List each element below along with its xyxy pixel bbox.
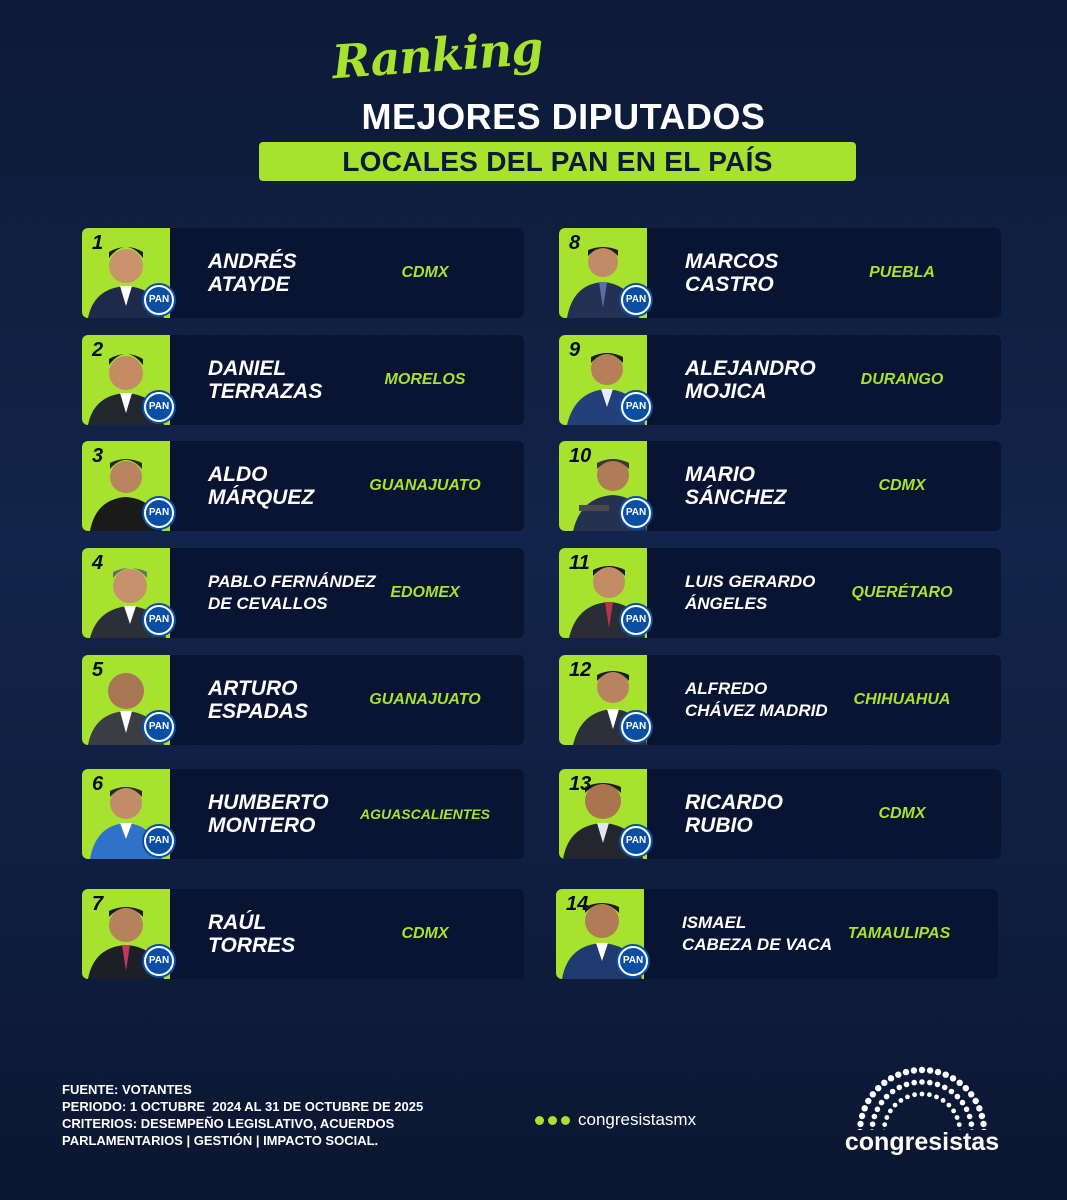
rank-number: 8 (569, 232, 581, 254)
pan-logo-icon (142, 283, 176, 317)
logo-dot (899, 1098, 904, 1103)
logo-dot (875, 1107, 881, 1113)
name-line-1: ISMAEL (682, 913, 747, 932)
name-line-1: DANIEL (208, 357, 287, 380)
deputy-state: CDMX (878, 477, 926, 494)
criteria-line-1: CRITERIOS: DESEMPEÑO LEGISLATIVO, ACUERDOS (62, 1116, 395, 1131)
pan-logo-icon (619, 710, 653, 744)
header (0, 0, 1067, 200)
pan-logo-icon (142, 496, 176, 530)
logo-dot (888, 1075, 894, 1081)
ranking-card-5 (82, 655, 524, 745)
brand-name: congresistas (844, 1128, 1000, 1156)
deputy-state: CDMX (401, 925, 449, 942)
name-line-1: MARIO (685, 463, 755, 486)
logo-dot (964, 1107, 970, 1113)
ranking-card-11 (559, 548, 1001, 638)
pan-logo-text: PAN (146, 394, 172, 420)
logo-dot (947, 1103, 952, 1108)
pan-logo-icon (619, 603, 653, 637)
ranking-card-4 (82, 548, 524, 638)
deputy-state: CDMX (401, 264, 449, 281)
source-line: FUENTE: VOTANTES (62, 1082, 192, 1097)
pan-logo-icon (616, 944, 650, 978)
criteria-line-2: PARLAMENTARIOS | GESTIÓN | IMPACTO SOCIAL. (62, 1133, 379, 1148)
logo-dot (890, 1089, 896, 1095)
logo-dot (960, 1100, 966, 1106)
rank-number: 2 (92, 339, 104, 361)
name-line-2: MONTERO (208, 814, 316, 837)
pan-logo-text: PAN (623, 394, 649, 420)
ranking-card-1 (82, 228, 524, 318)
pan-logo-icon (142, 944, 176, 978)
pan-logo-icon (619, 283, 653, 317)
logo-dot (897, 1085, 903, 1091)
pan-logo-icon (619, 390, 653, 424)
rank-number: 14 (566, 893, 589, 915)
pan-logo-icon (142, 824, 176, 858)
logo-dot (870, 1121, 876, 1127)
name-line-2: TERRAZAS (208, 380, 323, 403)
dots-icon (535, 1116, 570, 1125)
name-line-2: MÁRQUEZ (208, 486, 315, 509)
brand-logo (832, 1060, 1012, 1170)
ranking-card-3 (82, 441, 524, 531)
rank-number: 3 (92, 445, 104, 467)
name-line-2: CASTRO (685, 273, 774, 296)
rank-number: 9 (569, 339, 581, 361)
name-line-2: ESPADAS (208, 700, 308, 723)
name-line-1: HUMBERTO (208, 791, 329, 814)
logo-dot (980, 1121, 986, 1127)
name-line-1: MARCOS (685, 250, 779, 273)
logo-dot (912, 1092, 917, 1097)
name-line-1: RICARDO (685, 791, 783, 814)
pan-logo-text: PAN (146, 287, 172, 313)
name-line-2: ÁNGELES (685, 594, 768, 613)
name-line-2: CABEZA DE VACA (682, 935, 833, 954)
pan-logo-text: PAN (623, 607, 649, 633)
logo-dot (865, 1098, 871, 1104)
pan-logo-text: PAN (623, 500, 649, 526)
logo-dot (859, 1113, 865, 1119)
subtitle-banner: LOCALES DEL PAN EN EL PAÍS (259, 142, 856, 181)
rank-number: 11 (569, 552, 590, 574)
logo-dot (875, 1085, 881, 1091)
pan-logo-text: PAN (620, 948, 646, 974)
ranking-card-14 (556, 889, 998, 979)
ranking-card-12 (559, 655, 1001, 745)
rank-number: 5 (92, 659, 104, 681)
ranking-card-7 (82, 889, 524, 979)
rank-number: 12 (569, 659, 592, 681)
pan-logo-icon (142, 390, 176, 424)
logo-dot (927, 1080, 933, 1086)
rank-number: 7 (92, 893, 104, 915)
logo-dot (870, 1091, 876, 1097)
logo-dot (968, 1091, 974, 1097)
logo-dot (935, 1082, 941, 1088)
deputy-state: QUERÉTARO (851, 584, 953, 601)
congresistas-arc-icon (832, 1060, 1012, 1130)
deputy-state: EDOMEX (390, 584, 460, 601)
name-line-1: ARTURO (208, 677, 298, 700)
logo-dot (957, 1122, 962, 1127)
logo-dot (973, 1098, 979, 1104)
ranking-script-title: Ranking (330, 20, 545, 90)
name-line-1: PABLO FERNÁNDEZ (208, 572, 376, 591)
pan-logo-text: PAN (146, 714, 172, 740)
ranking-card-9 (559, 335, 1001, 425)
rank-number: 1 (92, 232, 104, 254)
deputy-state: GUANAJUATO (369, 691, 481, 708)
logo-dot (957, 1080, 963, 1086)
deputy-state: AGUASCALIENTES (360, 806, 490, 822)
name-line-2: MOJICA (685, 380, 767, 403)
name-line-1: ALEJANDRO (685, 357, 816, 380)
deputy-state: GUANAJUATO (369, 477, 481, 494)
logo-dot (927, 1092, 932, 1097)
logo-dot (904, 1082, 910, 1088)
logo-dot (919, 1079, 925, 1085)
logo-dot (951, 1109, 956, 1114)
pan-logo-text: PAN (623, 287, 649, 313)
logo-dot (882, 1122, 887, 1127)
logo-dot (979, 1113, 985, 1119)
logo-dot (862, 1105, 868, 1111)
logo-dot (943, 1072, 949, 1078)
deputy-state: MORELOS (384, 371, 466, 388)
name-line-1: ALDO (208, 463, 268, 486)
logo-dot (927, 1067, 933, 1073)
name-line-2: RUBIO (685, 814, 753, 837)
logo-dot (949, 1089, 955, 1095)
pan-logo-text: PAN (146, 948, 172, 974)
deputy-state: PUEBLA (869, 264, 935, 281)
deputy-state: TAMAULIPAS (847, 925, 951, 942)
name-line-1: LUIS GERARDO (685, 572, 816, 591)
name-line-2: SÁNCHEZ (685, 486, 787, 509)
logo-dot (888, 1109, 893, 1114)
rank-number: 4 (92, 552, 104, 574)
logo-dot (976, 1105, 982, 1111)
logo-dot (934, 1095, 939, 1100)
logo-dot (884, 1094, 890, 1100)
pan-logo-icon (142, 603, 176, 637)
logo-dot (911, 1067, 917, 1073)
pan-logo-text: PAN (623, 714, 649, 740)
logo-dot (935, 1069, 941, 1075)
social-handle[interactable] (535, 1110, 696, 1130)
logo-dot (967, 1114, 973, 1120)
page-title: MEJORES DIPUTADOS (361, 96, 766, 137)
ranking-card-6 (82, 769, 524, 859)
logo-dot (872, 1114, 878, 1120)
social-handle-text: congresistasmx (578, 1110, 697, 1129)
deputy-state: CDMX (878, 805, 926, 822)
rank-number: 10 (569, 445, 592, 467)
pan-logo-text: PAN (146, 607, 172, 633)
logo-dot (920, 1092, 925, 1097)
period-line: PERIODO: 1 OCTUBRE 2024 AL 31 DE OCTUBRE DE 2025 (62, 1099, 424, 1114)
logo-dot (955, 1115, 960, 1120)
pan-logo-icon (142, 710, 176, 744)
logo-dot (963, 1085, 969, 1091)
name-line-2: CHÁVEZ MADRID (685, 701, 828, 720)
logo-dot (885, 1115, 890, 1120)
ranking-card-13 (559, 769, 1001, 859)
ranking-card-10 (559, 441, 1001, 531)
name-line-1: RAÚL (208, 911, 267, 934)
logo-dot (857, 1121, 863, 1127)
ranking-card-8 (559, 228, 1001, 318)
logo-dot (903, 1069, 909, 1075)
ranking-card-2 (82, 335, 524, 425)
rank-number: 6 (92, 773, 104, 795)
logo-dot (895, 1072, 901, 1078)
logo-dot (919, 1067, 925, 1073)
deputy-state: DURANGO (860, 371, 944, 388)
rank-number: 13 (569, 773, 592, 795)
logo-dot (942, 1085, 948, 1091)
logo-dot (950, 1075, 956, 1081)
pan-logo-text: PAN (146, 500, 172, 526)
name-line-1: ALFREDO (685, 679, 768, 698)
logo-dot (955, 1094, 961, 1100)
name-line-2: DE CEVALLOS (208, 594, 328, 613)
footer-notes (62, 1081, 482, 1149)
logo-dot (881, 1080, 887, 1086)
logo-dot (905, 1095, 910, 1100)
logo-dot (893, 1103, 898, 1108)
logo-dot (941, 1098, 946, 1103)
logo-dot (969, 1121, 975, 1127)
pan-logo-text: PAN (623, 828, 649, 854)
pan-logo-text: PAN (146, 828, 172, 854)
pan-logo-icon (619, 824, 653, 858)
name-line-2: TORRES (208, 934, 296, 957)
pan-logo-icon (619, 496, 653, 530)
logo-dot (879, 1100, 885, 1106)
logo-dot (911, 1080, 917, 1086)
name-line-1: ANDRÉS (208, 250, 297, 273)
deputy-state: CHIHUAHUA (853, 691, 951, 708)
name-line-2: ATAYDE (208, 273, 290, 296)
